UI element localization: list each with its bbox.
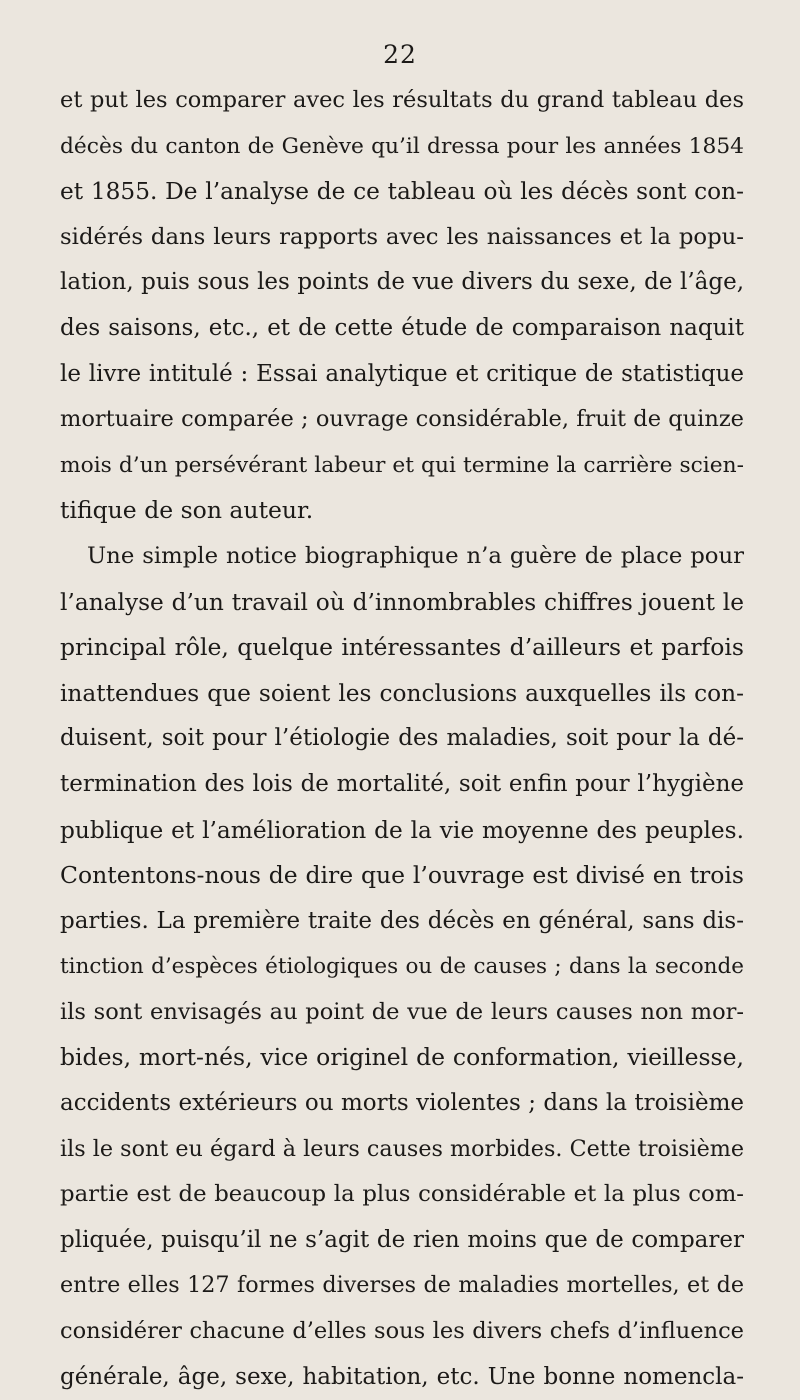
- text-line: et 1855. De l’analyse de ce tableau où les décès sont con-: [60, 178, 744, 206]
- body-text: [60, 78, 744, 1400]
- text-line: Contentons-nous de dire que l’ouvrage est divisé en trois: [60, 861, 744, 890]
- text-line: inattendues que soient les conclusions auxquelles ils con-: [60, 679, 744, 707]
- text-line: Une simple notice biographique n’a guère de place pour: [87, 542, 744, 569]
- text-line: tifique de son auteur.: [60, 496, 314, 525]
- text-line: et put les comparer avec les résultats du grand tableau des: [60, 87, 744, 113]
- text-line: ils sont envisagés au point de vue de leurs causes non mor-: [60, 998, 744, 1025]
- text-line: générale, âge, sexe, habitation, etc. Une bonne nomencla-: [60, 1363, 744, 1390]
- text-line: entre elles 127 formes diverses de maladies mortelles, et de: [60, 1272, 744, 1299]
- text-line: décès du canton de Genève qu’il dressa pour les années 1854: [60, 133, 744, 159]
- text-line: des saisons, etc., et de cette étude de comparaison naquit: [60, 314, 744, 341]
- text-line: l’analyse d’un travail où d’innombrables chiffres jouent le: [60, 588, 744, 616]
- text-line: mois d’un persévérant labeur et qui termine la carrière scien-: [60, 452, 744, 478]
- text-line: considérer chacune d’elles sous les divers chefs d’influence: [60, 1318, 744, 1345]
- text-line: tinction d’espèces étiologiques ou de causes ; dans la seconde: [60, 954, 744, 980]
- text-line: sidérés dans leurs rapports avec les naissances et la popu-: [60, 223, 744, 250]
- text-line: principal rôle, quelque intéressantes d’ailleurs et parfois: [60, 633, 744, 662]
- text-line: pliquée, puisqu’il ne s’agit de rien moins que de comparer: [60, 1226, 744, 1253]
- text-line: le livre intitulé : Essai analytique et critique de statistique: [60, 360, 744, 387]
- text-line: parties. La première traite des décès en général, sans dis-: [60, 907, 744, 934]
- text-line: publique et l’amélioration de la vie moyenne des peuples.: [60, 816, 744, 844]
- text-line: ils le sont eu égard à leurs causes morbides. Cette troisième: [60, 1135, 744, 1162]
- text-line: accidents extérieurs ou morts violentes ; dans la troisième: [60, 1090, 744, 1117]
- text-line: partie est de beaucoup la plus considérable et la plus com-: [60, 1181, 744, 1208]
- text-line: bides, mort-nés, vice originel de conformation, vieillesse,: [60, 1043, 744, 1072]
- text-line: termination des lois de mortalité, soit enfin pour l’hygiène: [60, 770, 744, 797]
- text-line: lation, puis sous les points de vue divers du sexe, de l’âge,: [60, 269, 744, 296]
- page-number: 22: [383, 40, 417, 69]
- text-line: duisent, soit pour l’étiologie des maladies, soit pour la dé-: [60, 725, 744, 752]
- text-line: mortuaire comparée ; ouvrage considérable, fruit de quinze: [60, 406, 744, 433]
